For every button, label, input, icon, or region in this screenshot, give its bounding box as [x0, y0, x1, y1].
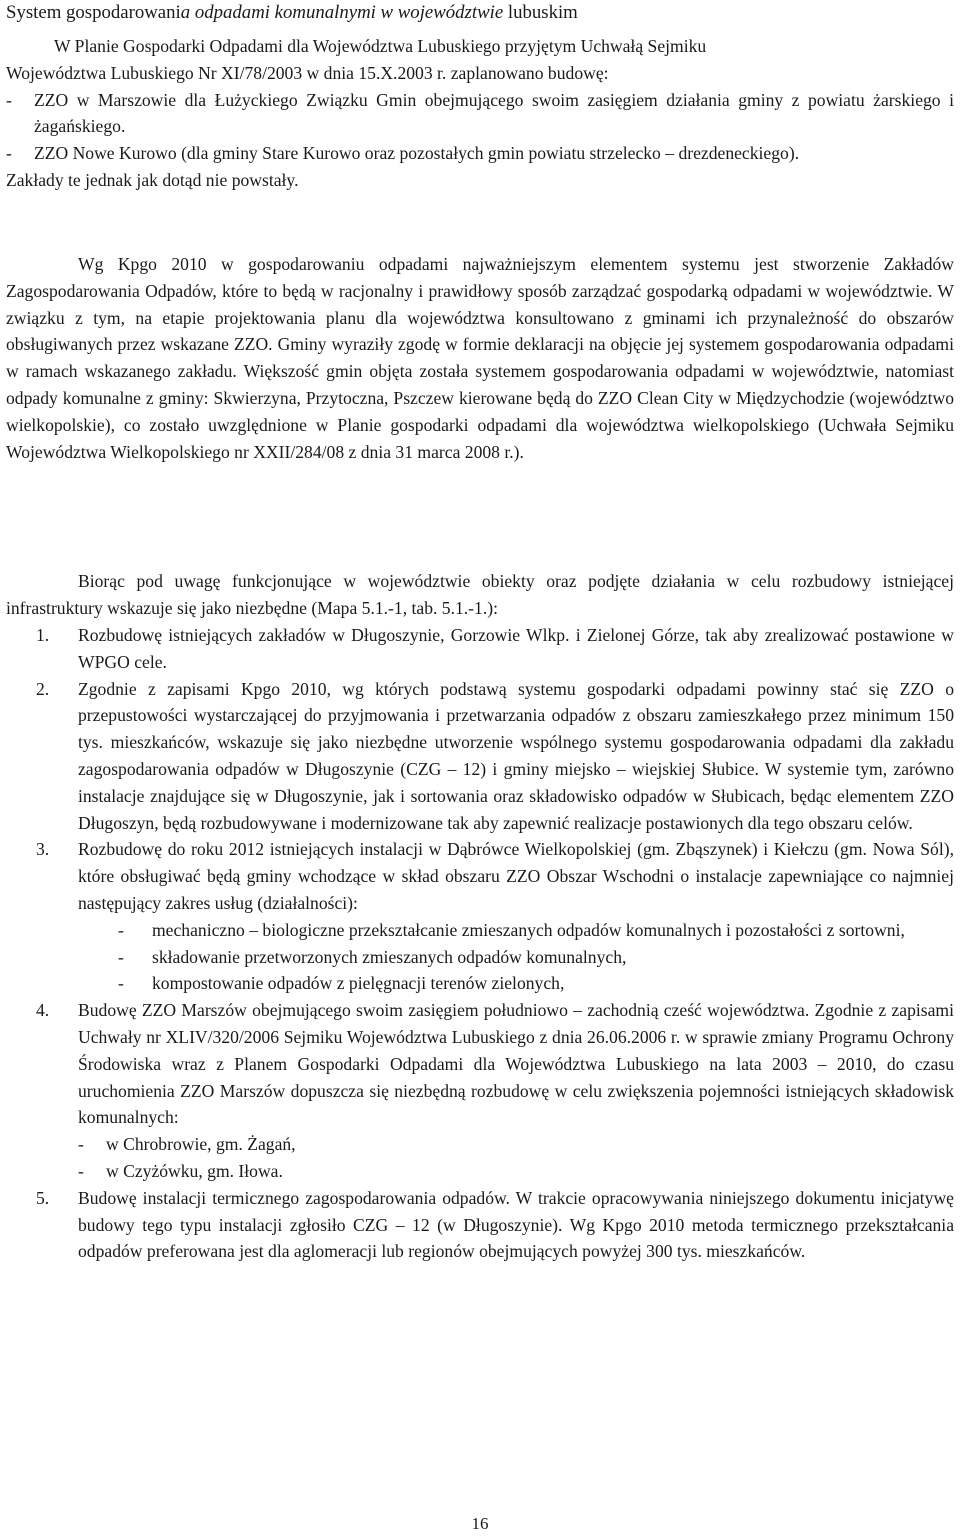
- list-item-3: [6, 836, 954, 916]
- list-number: 1.: [36, 625, 50, 645]
- bullet-mark: -: [118, 946, 124, 967]
- list-item-2: [6, 676, 954, 837]
- list-item-1: [6, 622, 954, 676]
- page-number: 16: [471, 1514, 489, 1533]
- intro-bullet-1: - ZZO w Marszowie dla Łużyckiego Związku Gmin obejmującego swoim zasięgiem działania gminy z powiatu żarskiego i żagańskiego.: [6, 87, 954, 141]
- title-part-2-italic: a odpadami komunalnymi w województwie: [180, 2, 504, 23]
- paragraph-kpgo: Wg Kpgo 2010 w gospodarowaniu odpadami najważniejszym elementem systemu jest stworzenie Zakładów Zagospodarowania Odpadów, które to będą w racjonalny i prawidłowy sposób zarządzać gospodarką odpadami w województwie. W związku z tym, na etapie projektowania planu dla województwa konsultowano z gminami ich przynależność do obszarów obsługiwanych przez wskazane ZZO. Gminy wyraziły zgodę w formie deklaracji na objęcie jej systemem gospodarowania odpadami w ramach wskazanego zakładu. Większość gmin objęta została systemem gospodarowania odpadami w województwie, natomiast odpady komunalne z gminy: Skwierzyna, Przytoczna, Pszczew kierowane będą do ZZO Clean City w Międzychodzie (województwo wielkopolskie), co zostało uwzględnione w Planie gospodarki odpadami dla województwa wielkopolskiego (Uchwała Sejmiku Województwa Wielkopolskiego nr XXII/284/08 z dnia 31 marca 2008 r.).: [6, 254, 954, 462]
- list-number: 2.: [36, 678, 50, 699]
- list-text: Budowę ZZO Marszów obejmującego swoim zasięgiem południowo – zachodnią cześć województwa. Zgodnie z zapisami Uchwały nr XLIV/320/2006 Sejmiku Województwa Lubuskiego z dnia 26.06.2006 r. w sprawie zmiany Programu Ochrony Środowiska wraz z Planem Gospodarki Odpadami dla Województwa Lubuskiego na lata 2003 – 2010, do czasu uruchomienia ZZO Marszów dopuszcza się niezbędną rozbudowę w celu zwiększenia pojemności istniejących składowisk komunalnych:: [78, 1000, 954, 1128]
- list-text: Zgodnie z zapisami Kpgo 2010, wg których podstawą systemu gospodarki odpadami powinny stać się ZZO o przepustowości wystarczającej do przyjmowania i przetwarzania odpadów z obszaru zamieszkałego przez minimum 150 tys. mieszkańców, wskazuje się jako niezbędne utworzenie wspólnego systemu gospodarowania odpadami dla zakładu zagospodarowania odpadów w Długoszynie (CZG – 12) i gminy miejsko – wiejskiej Słubice. W systemie tym, zarówno instalacje znajdujące się w Długoszynie, jak i sortowania oraz składowisko odpadów w Słubicach, będąc elementem ZZO Długoszyn, będą rozbudowywane i modernizowane tak aby zapewnić realizacje postawionych dla tego obszaru celów.: [78, 678, 954, 833]
- bullet-mark: -: [118, 973, 124, 994]
- intro-note: Zakłady te jednak jak dotąd nie powstały.: [6, 169, 299, 190]
- numbered-list: [6, 622, 954, 1265]
- list-text: Budowę instalacji termicznego zagospodarowania odpadów. W trakcie opracowywania niniejszego dokumentu inicjatywę budowy tego typu instalacji zgłosiło CZG – 12 (w Długoszynie). Wg Kpgo 2010 metoda termicznego przekształcania odpadów preferowana jest dla aglomeracji lub regionów obejmujących powyżej 300 tys. mieszkańców.: [78, 1187, 954, 1262]
- paragraph-infrastructure: Biorąc pod uwagę funkcjonujące w województwie obiekty oraz podjęte działania w celu rozbudowy istniejącej infrastruktury wskazuje się jako niezbędne (Mapa 5.1.-1, tab. 5.1.-1.):: [6, 571, 954, 618]
- bullet-mark: -: [78, 1134, 84, 1155]
- list-3-subitem-1: - mechaniczno – biologiczne przekształcanie zmieszanych odpadów komunalnych i pozostałości z sortowni,: [6, 917, 954, 944]
- intro-line-2: Województwa Lubuskiego Nr XI/78/2003 w dnia 15.X.2003 r. zaplanowano budowę:: [6, 62, 609, 83]
- intro-bullet-2: - ZZO Nowe Kurowo (dla gminy Stare Kurowo oraz pozostałych gmin powiatu strzelecko – drezdeneckiego).: [6, 140, 954, 167]
- bullet-mark: -: [6, 89, 12, 110]
- list-text: Rozbudowę istniejących zakładów w Długoszynie, Gorzowie Wlkp. i Zielonej Górze, tak aby zrealizować postawione w WPGO cele.: [78, 625, 954, 672]
- section-title: [6, 0, 956, 26]
- bullet-mark: -: [78, 1160, 84, 1181]
- title-part-1: System gospodarowani: [6, 2, 181, 23]
- list-number: 5.: [36, 1187, 50, 1208]
- intro-line-1: W Planie Gospodarki Odpadami dla Województwa Lubuskiego przyjętym Uchwałą Sejmiku: [54, 36, 707, 56]
- bullet-mark: -: [118, 919, 124, 940]
- list-3-subitem-3: - kompostowanie odpadów z pielęgnacji terenów zielonych,: [6, 970, 954, 997]
- list-3-subitem-2: - składowanie przetworzonych zmieszanych odpadów komunalnych,: [6, 944, 954, 971]
- list-item-5: [6, 1185, 954, 1265]
- list-number: 4.: [36, 1000, 50, 1021]
- list-4-subitem-1: - w Chrobrowie, gm. Żagań,: [6, 1131, 954, 1158]
- list-item-4: [6, 997, 954, 1131]
- title-part-3: lubuskim: [503, 2, 578, 23]
- list-text: Rozbudowę do roku 2012 istniejących instalacji w Dąbrówce Wielkopolskiej (gm. Zbąszynek) i Kiełczu (gm. Nowa Sól), które obsługiwać będą gminy wchodzące w skład obszaru ZZO Obszar Wschodni o instalacje zapewniające co najmniej następujący zakres usług (działalności):: [78, 839, 954, 913]
- bullet-mark: -: [6, 143, 12, 164]
- list-4-subitem-2: - w Czyżówku, gm. Iłowa.: [6, 1158, 954, 1185]
- intro-section: [6, 33, 954, 194]
- list-number: 3.: [36, 839, 50, 860]
